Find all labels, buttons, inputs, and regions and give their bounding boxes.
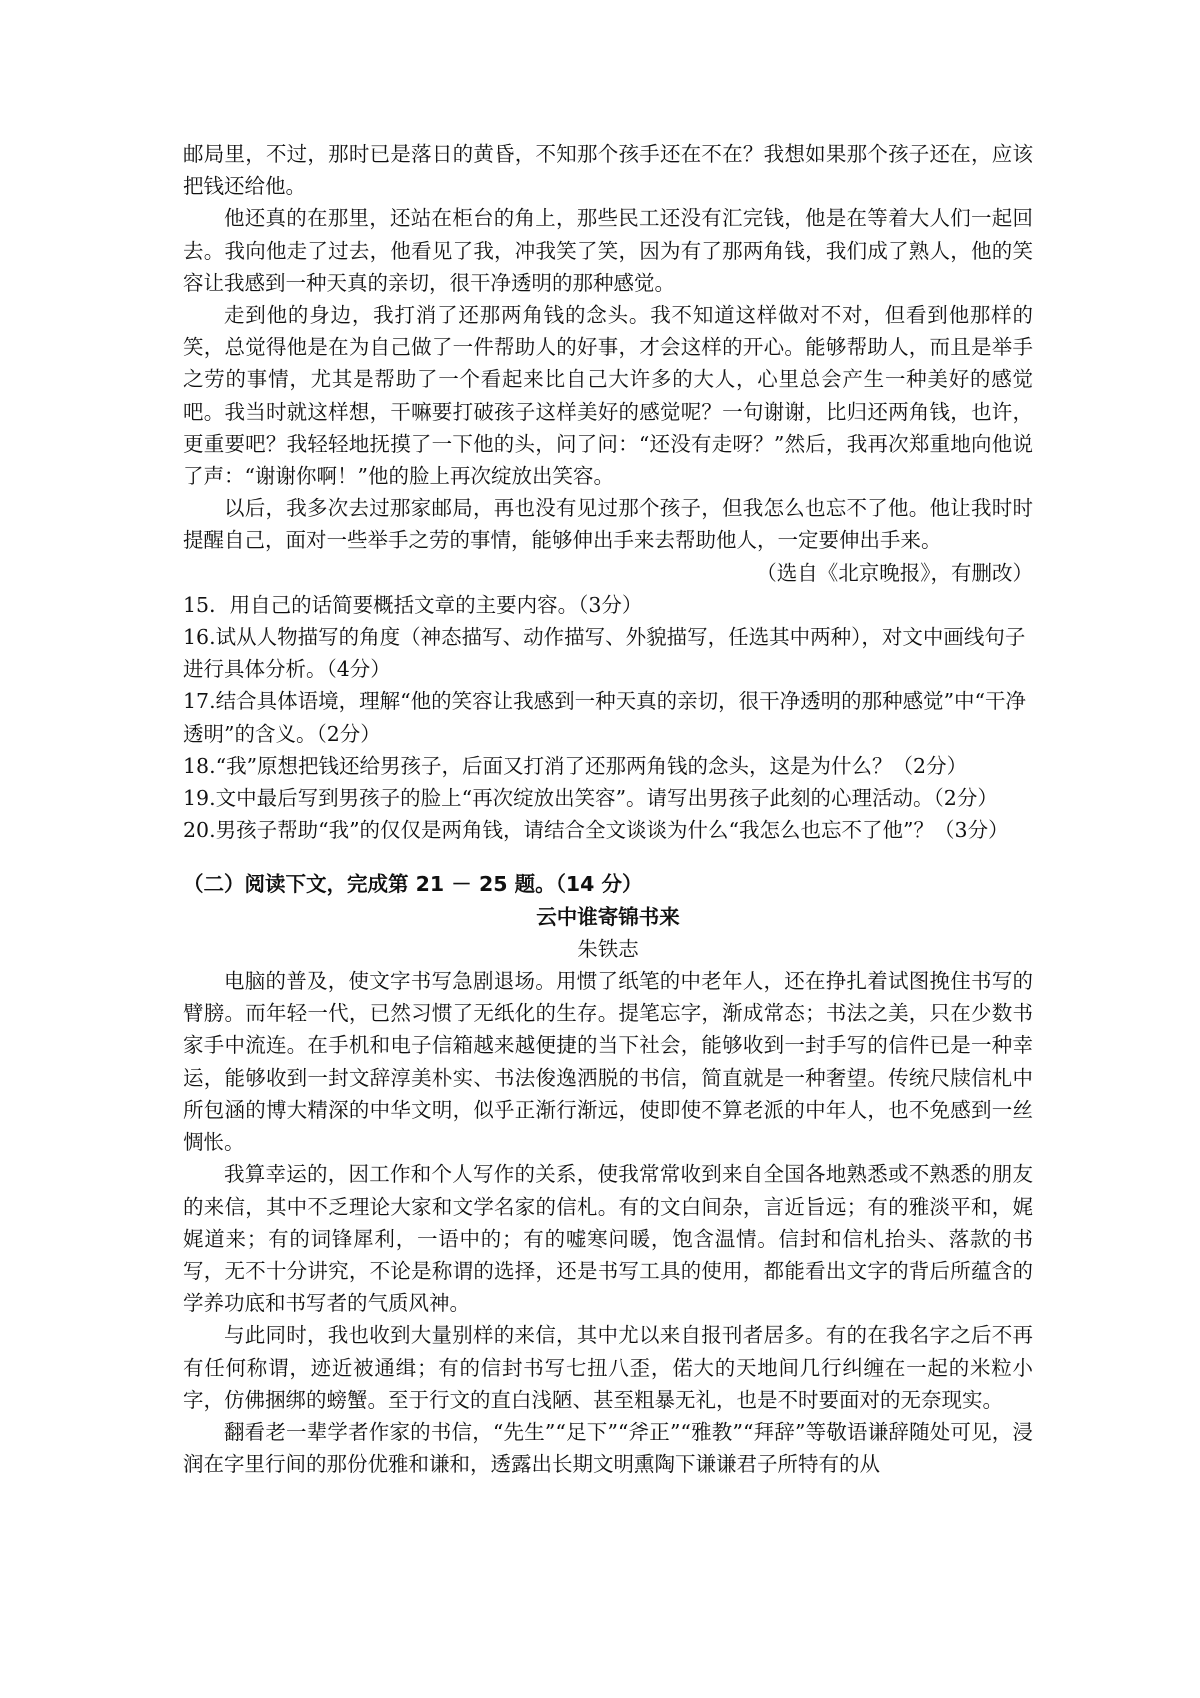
question-list bbox=[183, 589, 1033, 847]
question-item: 19.文中最后写到男孩子的脸上“再次绽放出笑容”。请写出男孩子此刻的心理活动。（2分） bbox=[183, 786, 998, 811]
article-author: 朱铁志 bbox=[577, 936, 639, 961]
question-item: 17.结合具体语境，理解“他的笑容让我感到一种天真的亲切，很干净透明的那种感觉”中“干净透明”的含义。（2分） bbox=[183, 689, 1027, 746]
paragraph: 电脑的普及，使文字书写急剧退场。用惯了纸笔的中老年人，还在挣扎着试图挽住书写的臂膀。而年轻一代，已然习惯了无纸化的生存。提笔忘字，渐成常态；书法之美，只在少数书家手中流连。在手机和电子信箱越来越便捷的当下社会，能够收到一封手写的信件已是一种幸运，能够收到一封文辞淳美朴实、书法俊逸洒脱的书信，简直就是一种奢望。传统尺牍信札中所包涵的博大精深的中华文明，似乎正渐行渐远，使即使不算老派的中年人，也不免感到一丝惆怅。 bbox=[183, 969, 1033, 1155]
paragraph: 我算幸运的，因工作和个人写作的关系，使我常常收到来自全国各地熟悉或不熟悉的朋友的来信，其中不乏理论大家和文学名家的信札。有的文白间杂，言近旨远；有的雅淡平和，娓娓道来；有的词锋犀利，一语中的；有的嘘寒问暖，饱含温情。信封和信札抬头、落款的书写，无不十分讲究，不论是称谓的选择，还是书写工具的使用，都能看出文字的背后所蕴含的学养功底和书写者的气质风神。 bbox=[183, 1162, 1033, 1316]
question-item: 16.试从人物描写的角度（神态描写、动作描写、外貌描写，任选其中两种），对文中画线句子进行具体分析。（4分） bbox=[183, 625, 1026, 682]
passage-one bbox=[183, 138, 1033, 589]
paragraph: 翻看老一辈学者作家的书信，“先生”“足下”“斧正”“雅教”“拜辞”等敬语谦辞随处可见，浸润在字里行间的那份优雅和谦和，透露出长期文明熏陶下谦谦君子所特有的从 bbox=[183, 1419, 1033, 1477]
passage-two bbox=[183, 868, 1033, 1480]
question-item: 18.“我”原想把钱还给男孩子，后面又打消了还那两角钱的念头，这是为什么？（2分） bbox=[183, 753, 968, 778]
article-title: 云中谁寄锦书来 bbox=[536, 904, 680, 929]
paragraph: 邮局里，不过，那时已是落日的黄昏，不知那个孩手还在不在？我想如果那个孩子还在，应该把钱还给他。 bbox=[183, 142, 1033, 199]
paragraph: 以后，我多次去过那家邮局，再也没有见过那个孩子，但我怎么也忘不了他。他让我时时提醒自己，面对一些举手之劳的事情，能够伸出手来去帮助他人，一定要伸出手来。 bbox=[183, 496, 1033, 553]
paragraph: 他还真的在那里，还站在柜台的角上，那些民工还没有汇完钱，他是在等着大人们一起回去。我向他走了过去，他看见了我，冲我笑了笑，因为有了那两角钱，我们成了熟人，他的笑容让我感到一种天真的亲切，很干净透明的那种感觉。 bbox=[183, 206, 1033, 295]
section-heading: （二）阅读下文，完成第 21 － 25 题。（14 分） bbox=[183, 872, 643, 897]
source-citation: （选自《北京晚报》，有删改） bbox=[756, 560, 1033, 585]
question-item: 20.男孩子帮助“我”的仅仅是两角钱，请结合全文谈谈为什么“我怎么也忘不了他”？（3分） bbox=[183, 818, 1009, 843]
document-page bbox=[183, 138, 1033, 1480]
question-item: 15．用自己的话简要概括文章的主要内容。（3分） bbox=[183, 592, 643, 617]
paragraph: 与此同时，我也收到大量别样的来信，其中尤以来自报刊者居多。有的在我名字之后不再有任何称谓，迹近被通缉；有的信封书写七扭八歪，偌大的天地间几行纠缠在一起的米粒小字，仿佛捆绑的螃蟹。至于行文的直白浅陋、甚至粗暴无礼，也是不时要面对的无奈现实。 bbox=[183, 1323, 1033, 1412]
paragraph: 走到他的身边，我打消了还那两角钱的念头。我不知道这样做对不对，但看到他那样的笑，总觉得他是在为自己做了一件帮助人的好事，才会这样的开心。能够帮助人，而且是举手之劳的事情，尤其是帮助了一个看起来比自己大许多的大人，心里总会产生一种美好的感觉吧。我当时就这样想，干嘛要打破孩子这样美好的感觉呢？一句谢谢，比归还两角钱，也许，更重要吧？我轻轻地抚摸了一下他的头，问了问：“还没有走呀？”然后，我再次郑重地向他说了声：“谢谢你啊！”他的脸上再次绽放出笑容。 bbox=[183, 303, 1033, 489]
